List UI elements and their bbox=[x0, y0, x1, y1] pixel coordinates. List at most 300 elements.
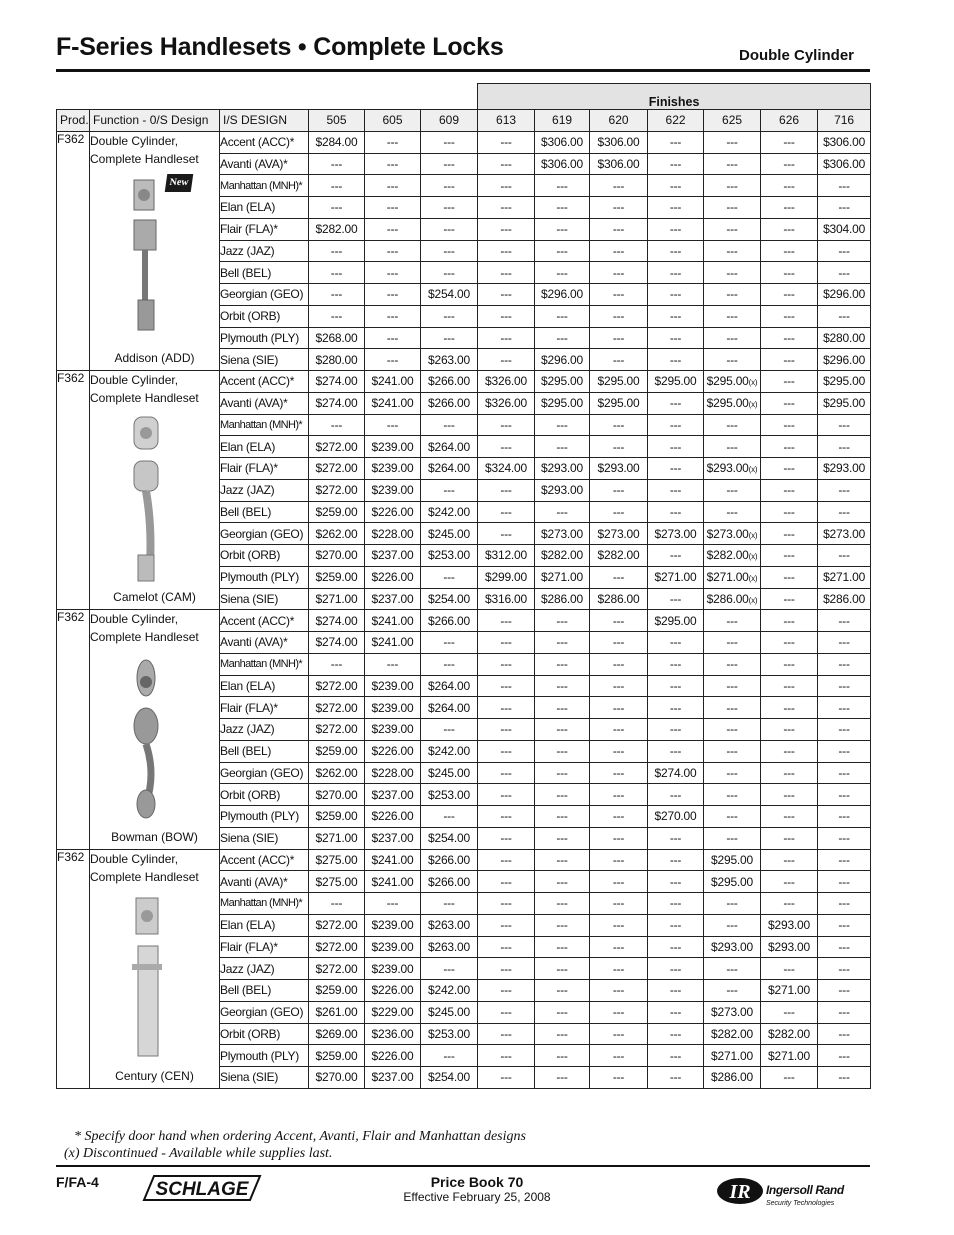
price-cell: $286.00 bbox=[704, 1067, 761, 1089]
is-design: Flair (FLA)* bbox=[220, 697, 309, 719]
price-cell: --- bbox=[478, 740, 535, 762]
price-cell: --- bbox=[648, 305, 704, 327]
price-cell: --- bbox=[648, 958, 704, 980]
price-cell: --- bbox=[818, 479, 871, 501]
price-cell: --- bbox=[478, 849, 535, 871]
price-cell: --- bbox=[535, 632, 590, 654]
price-cell: --- bbox=[818, 436, 871, 458]
price-cell: --- bbox=[818, 610, 871, 632]
price-cell: --- bbox=[535, 501, 590, 523]
price-cell: --- bbox=[478, 218, 535, 240]
price-cell: --- bbox=[590, 414, 648, 436]
column-header-row bbox=[57, 110, 871, 132]
price-cell: --- bbox=[818, 719, 871, 741]
price-cell: $237.00 bbox=[365, 784, 421, 806]
price-cell: --- bbox=[648, 131, 704, 153]
price-cell: --- bbox=[761, 175, 818, 197]
price-cell: $239.00 bbox=[365, 958, 421, 980]
price-cell: --- bbox=[818, 675, 871, 697]
price-cell: --- bbox=[421, 327, 478, 349]
is-design: Georgian (GEO) bbox=[220, 762, 309, 784]
price-cell: --- bbox=[704, 153, 761, 175]
column-header: 619 bbox=[535, 110, 590, 132]
price-cell: --- bbox=[535, 893, 590, 915]
is-design: Jazz (JAZ) bbox=[220, 958, 309, 980]
price-cell: $273.00 bbox=[535, 523, 590, 545]
price-cell: $226.00 bbox=[365, 806, 421, 828]
effective-date: Effective February 25, 2008 bbox=[403, 1190, 551, 1204]
price-cell bbox=[704, 458, 761, 480]
price-cell: --- bbox=[648, 349, 704, 371]
price-cell: --- bbox=[309, 653, 365, 675]
is-design: Avanti (AVA)* bbox=[220, 871, 309, 893]
price-cell: --- bbox=[535, 262, 590, 284]
price-cell: --- bbox=[590, 610, 648, 632]
price-cell: --- bbox=[421, 893, 478, 915]
price-cell: $295.00 bbox=[648, 371, 704, 393]
price-cell bbox=[704, 523, 761, 545]
price-cell: $306.00 bbox=[590, 131, 648, 153]
price-cell: --- bbox=[309, 414, 365, 436]
price-cell: --- bbox=[478, 153, 535, 175]
discontinued-mark: (x) bbox=[748, 574, 758, 584]
price-cell: $286.00 bbox=[590, 588, 648, 610]
price-cell: $295.00 bbox=[818, 371, 871, 393]
price-cell: --- bbox=[478, 1045, 535, 1067]
price-cell: --- bbox=[590, 1023, 648, 1045]
price-cell: $274.00 bbox=[309, 371, 365, 393]
price-cell: --- bbox=[761, 588, 818, 610]
price-cell bbox=[704, 588, 761, 610]
price-cell: $324.00 bbox=[478, 458, 535, 480]
price-cell: --- bbox=[648, 1023, 704, 1045]
page-title: F-Series Handlesets • Complete Locks bbox=[56, 33, 504, 61]
price-cell: --- bbox=[818, 980, 871, 1002]
design-name: Camelot (CAM) bbox=[113, 590, 196, 605]
ingersoll-rand-name: Ingersoll Rand bbox=[766, 1183, 844, 1197]
column-header: I/S DESIGN bbox=[220, 110, 309, 132]
discontinued-mark: (x) bbox=[748, 595, 758, 605]
price-cell: $253.00 bbox=[421, 784, 478, 806]
price-cell: --- bbox=[761, 871, 818, 893]
price-cell: --- bbox=[761, 784, 818, 806]
price-cell: $272.00 bbox=[309, 479, 365, 501]
price-cell: --- bbox=[535, 740, 590, 762]
price-cell: --- bbox=[590, 849, 648, 871]
price-cell: --- bbox=[421, 305, 478, 327]
price-cell: --- bbox=[648, 588, 704, 610]
price-cell: --- bbox=[478, 806, 535, 828]
function-cell bbox=[90, 610, 220, 849]
price-cell: --- bbox=[704, 479, 761, 501]
price-cell: --- bbox=[761, 653, 818, 675]
price-cell: --- bbox=[761, 349, 818, 371]
price-cell: --- bbox=[309, 305, 365, 327]
price-cell: --- bbox=[704, 197, 761, 219]
price-cell: --- bbox=[704, 305, 761, 327]
price-cell: --- bbox=[535, 762, 590, 784]
price-cell: $239.00 bbox=[365, 697, 421, 719]
price-cell: $264.00 bbox=[421, 436, 478, 458]
price-cell: $269.00 bbox=[309, 1023, 365, 1045]
is-design: Accent (ACC)* bbox=[220, 849, 309, 871]
price-cell: $259.00 bbox=[309, 806, 365, 828]
price-cell: --- bbox=[704, 697, 761, 719]
price-cell: $316.00 bbox=[478, 588, 535, 610]
price-cell: --- bbox=[365, 893, 421, 915]
price-cell: $282.00 bbox=[309, 218, 365, 240]
discontinued-mark: (x) bbox=[748, 530, 758, 540]
price-cell: $293.00 bbox=[535, 479, 590, 501]
price-cell: --- bbox=[421, 197, 478, 219]
is-design: Siena (SIE) bbox=[220, 827, 309, 849]
price-cell: --- bbox=[421, 240, 478, 262]
price-cell: --- bbox=[648, 414, 704, 436]
price-value: $286.00 bbox=[706, 591, 749, 606]
price-cell: --- bbox=[365, 218, 421, 240]
price-cell: $239.00 bbox=[365, 936, 421, 958]
price-cell: --- bbox=[535, 305, 590, 327]
ingersoll-rand-subtitle: Security Technologies bbox=[766, 1200, 835, 1207]
price-cell: --- bbox=[478, 523, 535, 545]
price-cell: --- bbox=[309, 175, 365, 197]
price-cell: --- bbox=[590, 284, 648, 306]
product-code: F362 bbox=[57, 131, 90, 370]
price-cell: --- bbox=[421, 218, 478, 240]
price-cell: $245.00 bbox=[421, 1001, 478, 1023]
price-cell: --- bbox=[704, 740, 761, 762]
price-cell: --- bbox=[761, 371, 818, 393]
price-cell: --- bbox=[704, 827, 761, 849]
price-cell: $273.00 bbox=[648, 523, 704, 545]
discontinued-mark: (x) bbox=[748, 378, 758, 388]
price-cell: --- bbox=[648, 1045, 704, 1067]
price-cell: --- bbox=[648, 262, 704, 284]
price-cell: --- bbox=[365, 240, 421, 262]
price-cell: $295.00 bbox=[590, 392, 648, 414]
price-cell: $299.00 bbox=[478, 566, 535, 588]
price-cell: $226.00 bbox=[365, 740, 421, 762]
is-design: Bell (BEL) bbox=[220, 262, 309, 284]
price-cell: --- bbox=[761, 740, 818, 762]
price-cell: $263.00 bbox=[421, 936, 478, 958]
is-design: Elan (ELA) bbox=[220, 675, 309, 697]
price-cell: --- bbox=[535, 610, 590, 632]
function-label: Complete Handleset bbox=[90, 869, 199, 884]
price-cell: --- bbox=[818, 305, 871, 327]
price-cell: --- bbox=[478, 958, 535, 980]
table-row bbox=[57, 849, 871, 871]
price-cell: --- bbox=[590, 893, 648, 915]
header-blank bbox=[57, 84, 309, 110]
price-cell: --- bbox=[478, 305, 535, 327]
price-cell: --- bbox=[309, 893, 365, 915]
price-cell: --- bbox=[478, 240, 535, 262]
price-cell: --- bbox=[648, 914, 704, 936]
price-cell: $245.00 bbox=[421, 762, 478, 784]
price-cell: --- bbox=[761, 545, 818, 567]
price-cell: --- bbox=[818, 197, 871, 219]
price-cell: --- bbox=[590, 958, 648, 980]
price-cell: $293.00 bbox=[535, 458, 590, 480]
price-cell: --- bbox=[818, 784, 871, 806]
price-cell: --- bbox=[818, 653, 871, 675]
price-cell: $226.00 bbox=[365, 980, 421, 1002]
price-cell: --- bbox=[365, 131, 421, 153]
function-cell bbox=[90, 371, 220, 610]
column-header: 613 bbox=[478, 110, 535, 132]
price-cell: $261.00 bbox=[309, 1001, 365, 1023]
price-cell: --- bbox=[761, 501, 818, 523]
price-cell: $282.00 bbox=[704, 1023, 761, 1045]
handleset-image bbox=[130, 654, 170, 829]
price-cell: $304.00 bbox=[818, 218, 871, 240]
price-cell: --- bbox=[421, 1045, 478, 1067]
column-header: 622 bbox=[648, 110, 704, 132]
price-cell: --- bbox=[818, 936, 871, 958]
is-design: Accent (ACC)* bbox=[220, 131, 309, 153]
price-cell: --- bbox=[761, 392, 818, 414]
price-cell: --- bbox=[761, 153, 818, 175]
price-cell: --- bbox=[704, 806, 761, 828]
price-cell: --- bbox=[761, 675, 818, 697]
price-cell: $326.00 bbox=[478, 371, 535, 393]
price-cell: --- bbox=[818, 1023, 871, 1045]
price-cell: --- bbox=[535, 197, 590, 219]
function-label: Double Cylinder, bbox=[90, 612, 179, 627]
price-cell: --- bbox=[648, 327, 704, 349]
price-cell: $271.00 bbox=[535, 566, 590, 588]
is-design: Flair (FLA)* bbox=[220, 218, 309, 240]
price-cell: --- bbox=[478, 784, 535, 806]
price-cell: --- bbox=[309, 262, 365, 284]
price-cell: $293.00 bbox=[761, 936, 818, 958]
price-cell: --- bbox=[761, 436, 818, 458]
is-design: Bell (BEL) bbox=[220, 501, 309, 523]
price-cell: --- bbox=[421, 131, 478, 153]
is-design: Plymouth (PLY) bbox=[220, 327, 309, 349]
is-design: Siena (SIE) bbox=[220, 588, 309, 610]
handleset-image bbox=[130, 415, 170, 590]
price-cell: $272.00 bbox=[309, 675, 365, 697]
footnote-door-hand: * Specify door hand when ordering Accent, Avanti, Flair and Manhattan designs bbox=[74, 1129, 526, 1144]
price-cell: $270.00 bbox=[309, 784, 365, 806]
price-cell: --- bbox=[590, 327, 648, 349]
discontinued-mark: (x) bbox=[748, 552, 758, 562]
price-cell: $272.00 bbox=[309, 436, 365, 458]
price-cell: --- bbox=[818, 175, 871, 197]
price-book-title: Price Book 70 bbox=[430, 1174, 524, 1190]
price-cell: $239.00 bbox=[365, 675, 421, 697]
price-cell: --- bbox=[761, 131, 818, 153]
price-cell: --- bbox=[648, 849, 704, 871]
price-cell: $280.00 bbox=[309, 349, 365, 371]
price-cell: $275.00 bbox=[309, 871, 365, 893]
price-cell: $239.00 bbox=[365, 458, 421, 480]
price-cell: $245.00 bbox=[421, 523, 478, 545]
price-cell: --- bbox=[478, 1001, 535, 1023]
price-cell: $295.00 bbox=[648, 610, 704, 632]
price-cell: $253.00 bbox=[421, 545, 478, 567]
price-cell: $296.00 bbox=[535, 284, 590, 306]
price-cell: --- bbox=[535, 980, 590, 1002]
price-cell: $237.00 bbox=[365, 827, 421, 849]
price-cell: --- bbox=[365, 262, 421, 284]
is-design: Siena (SIE) bbox=[220, 1067, 309, 1089]
is-design: Avanti (AVA)* bbox=[220, 632, 309, 654]
price-cell: --- bbox=[478, 327, 535, 349]
price-cell: --- bbox=[818, 762, 871, 784]
price-cell: --- bbox=[704, 784, 761, 806]
price-cell: --- bbox=[704, 284, 761, 306]
price-cell: --- bbox=[478, 871, 535, 893]
is-design: Orbit (ORB) bbox=[220, 545, 309, 567]
price-cell: $296.00 bbox=[535, 349, 590, 371]
price-cell: --- bbox=[818, 827, 871, 849]
price-cell: $229.00 bbox=[365, 1001, 421, 1023]
price-value: $273.00 bbox=[706, 526, 749, 541]
price-cell: --- bbox=[478, 1023, 535, 1045]
price-cell: $295.00 bbox=[704, 849, 761, 871]
price-cell: --- bbox=[704, 914, 761, 936]
price-cell: --- bbox=[704, 414, 761, 436]
is-design: Jazz (JAZ) bbox=[220, 240, 309, 262]
price-cell: $295.00 bbox=[590, 371, 648, 393]
price-cell: --- bbox=[761, 806, 818, 828]
column-header: 505 bbox=[309, 110, 365, 132]
price-cell: --- bbox=[648, 501, 704, 523]
price-cell: --- bbox=[478, 827, 535, 849]
price-cell: --- bbox=[478, 414, 535, 436]
is-design: Accent (ACC)* bbox=[220, 371, 309, 393]
price-cell: --- bbox=[818, 958, 871, 980]
price-cell: $241.00 bbox=[365, 871, 421, 893]
is-design: Flair (FLA)* bbox=[220, 936, 309, 958]
price-cell: --- bbox=[365, 175, 421, 197]
price-cell bbox=[704, 371, 761, 393]
price-cell: --- bbox=[421, 806, 478, 828]
price-cell: --- bbox=[648, 697, 704, 719]
price-cell: --- bbox=[818, 501, 871, 523]
price-cell: --- bbox=[590, 632, 648, 654]
price-cell: --- bbox=[648, 893, 704, 915]
price-cell: --- bbox=[704, 719, 761, 741]
price-cell: $272.00 bbox=[309, 914, 365, 936]
price-cell: --- bbox=[590, 936, 648, 958]
price-cell: $271.00 bbox=[761, 980, 818, 1002]
price-cell: --- bbox=[590, 806, 648, 828]
price-cell: $274.00 bbox=[309, 610, 365, 632]
is-design: Jazz (JAZ) bbox=[220, 479, 309, 501]
price-cell: $259.00 bbox=[309, 501, 365, 523]
ir-mark: IR bbox=[729, 1181, 751, 1203]
price-cell: --- bbox=[590, 240, 648, 262]
is-design: Plymouth (PLY) bbox=[220, 806, 309, 828]
price-cell: --- bbox=[590, 762, 648, 784]
price-cell: --- bbox=[365, 153, 421, 175]
finishes-header: Finishes bbox=[478, 84, 871, 110]
price-cell: --- bbox=[590, 479, 648, 501]
price-cell: $275.00 bbox=[309, 849, 365, 871]
price-cell: --- bbox=[478, 262, 535, 284]
price-cell: $242.00 bbox=[421, 501, 478, 523]
price-cell: --- bbox=[535, 436, 590, 458]
price-cell: $239.00 bbox=[365, 479, 421, 501]
price-cell: --- bbox=[590, 436, 648, 458]
price-cell: --- bbox=[590, 653, 648, 675]
price-cell: --- bbox=[761, 610, 818, 632]
price-cell: $296.00 bbox=[818, 349, 871, 371]
price-cell: --- bbox=[704, 762, 761, 784]
price-cell: --- bbox=[590, 1045, 648, 1067]
price-cell: $259.00 bbox=[309, 740, 365, 762]
price-cell: $241.00 bbox=[365, 371, 421, 393]
price-cell: --- bbox=[704, 175, 761, 197]
price-cell: --- bbox=[648, 719, 704, 741]
price-cell: --- bbox=[478, 1067, 535, 1089]
price-cell: --- bbox=[590, 349, 648, 371]
price-cell: --- bbox=[535, 806, 590, 828]
price-cell: $295.00 bbox=[704, 871, 761, 893]
price-cell: $239.00 bbox=[365, 436, 421, 458]
price-cell: --- bbox=[590, 1001, 648, 1023]
price-table bbox=[56, 83, 871, 1089]
price-cell: $241.00 bbox=[365, 632, 421, 654]
price-cell: --- bbox=[761, 240, 818, 262]
column-header: 620 bbox=[590, 110, 648, 132]
price-cell: --- bbox=[478, 697, 535, 719]
price-cell: --- bbox=[648, 479, 704, 501]
price-cell: --- bbox=[704, 240, 761, 262]
price-cell: --- bbox=[590, 501, 648, 523]
price-cell: --- bbox=[648, 153, 704, 175]
is-design: Avanti (AVA)* bbox=[220, 153, 309, 175]
price-cell: --- bbox=[478, 632, 535, 654]
function-cell bbox=[90, 131, 220, 370]
price-cell: $236.00 bbox=[365, 1023, 421, 1045]
price-cell: --- bbox=[535, 675, 590, 697]
price-cell: --- bbox=[818, 1045, 871, 1067]
price-cell: $270.00 bbox=[309, 1067, 365, 1089]
is-design: Bell (BEL) bbox=[220, 980, 309, 1002]
price-cell: --- bbox=[704, 958, 761, 980]
price-cell: --- bbox=[590, 262, 648, 284]
price-cell: --- bbox=[309, 153, 365, 175]
function-label: Double Cylinder, bbox=[90, 851, 179, 866]
price-cell: $239.00 bbox=[365, 719, 421, 741]
price-cell: $271.00 bbox=[648, 566, 704, 588]
price-cell: --- bbox=[421, 566, 478, 588]
price-cell: --- bbox=[535, 914, 590, 936]
is-design: Manhattan (MNH)* bbox=[220, 653, 309, 675]
price-cell: --- bbox=[535, 958, 590, 980]
price-cell: $282.00 bbox=[590, 545, 648, 567]
price-cell: --- bbox=[648, 740, 704, 762]
price-cell: $241.00 bbox=[365, 849, 421, 871]
design-name: Century (CEN) bbox=[115, 1068, 194, 1083]
price-cell: --- bbox=[648, 871, 704, 893]
price-cell: $262.00 bbox=[309, 762, 365, 784]
function-label: Complete Handleset bbox=[90, 391, 199, 405]
price-cell: $272.00 bbox=[309, 936, 365, 958]
price-cell: --- bbox=[818, 849, 871, 871]
price-cell: $286.00 bbox=[818, 588, 871, 610]
function-label: Complete Handleset bbox=[90, 151, 199, 166]
is-design: Manhattan (MNH)* bbox=[220, 893, 309, 915]
price-cell: --- bbox=[309, 284, 365, 306]
price-cell: $263.00 bbox=[421, 349, 478, 371]
price-cell: $282.00 bbox=[761, 1023, 818, 1045]
